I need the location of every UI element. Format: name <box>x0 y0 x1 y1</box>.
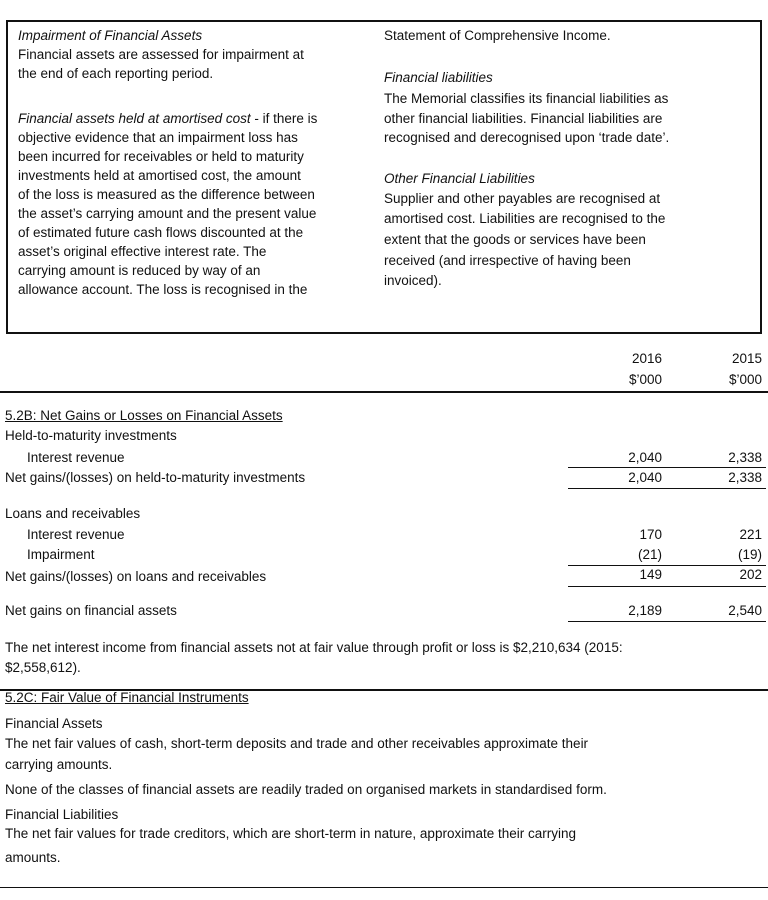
loans-interest-2015: 221 <box>739 527 762 542</box>
total-rule <box>568 586 766 587</box>
loans-impairment-label: Impairment <box>27 547 95 562</box>
amortised-cost-line: allowance account. The loss is recognised in the <box>18 282 308 297</box>
loans-total-2016: 149 <box>639 567 662 582</box>
htm-heading: Held-to-maturity investments <box>5 428 177 443</box>
column-year-2016: 2016 <box>631 351 662 366</box>
fv-assets-line: The net fair values of cash, short-term deposits and trade and other receivables approximate their <box>5 736 589 751</box>
net-gains-2016: 2,189 <box>628 603 662 618</box>
amortised-cost-line: been incurred for receivables or held to maturity <box>18 149 304 164</box>
fv-liabilities-heading: Financial Liabilities <box>5 807 119 822</box>
note-5-2b-title: 5.2B: Net Gains or Losses on Financial Assets <box>5 408 283 423</box>
impairment-heading: Impairment of Financial Assets <box>18 28 203 43</box>
loans-heading: Loans and receivables <box>5 506 141 521</box>
fv-assets-heading: Financial Assets <box>5 716 103 731</box>
htm-interest-2015: 2,338 <box>728 450 762 465</box>
loans-interest-label: Interest revenue <box>27 527 125 542</box>
impairment-intro-line-2: the end of each reporting period. <box>18 66 214 81</box>
subtotal-rule <box>568 467 766 468</box>
other-liabilities-line: invoiced). <box>384 273 442 288</box>
net-interest-note-line-2: $2,558,612). <box>5 660 81 675</box>
other-liabilities-line: amortised cost. Liabilities are recognised to the <box>384 211 666 226</box>
loans-total-label: Net gains/(losses) on loans and receivables <box>5 569 267 584</box>
loans-impairment-2015: (19) <box>737 547 762 562</box>
financial-liabilities-line: The Memorial classifies its financial liabilities as <box>384 91 669 106</box>
amortised-cost-line: of estimated future cash flows discounted at the <box>18 225 304 240</box>
fv-liabilities-line: The net fair values for trade creditors, which are short-term in nature, approximate their carrying <box>5 826 576 841</box>
amortised-cost-line: carrying amount is reduced by way of an <box>18 263 261 278</box>
note-5-2c-title: 5.2C: Fair Value of Financial Instruments <box>5 690 249 705</box>
fv-assets-line: carrying amounts. <box>5 757 113 772</box>
impairment-intro-line-1: Financial assets are assessed for impairment at <box>18 47 304 62</box>
net-gains-label: Net gains on financial assets <box>5 603 177 618</box>
fv-assets-line: None of the classes of financial assets are readily traded on organised markets in standardised form. <box>5 782 607 797</box>
loans-impairment-2016: (21) <box>637 547 662 562</box>
htm-total-label: Net gains/(losses) on held-to-maturity investments <box>5 470 306 485</box>
htm-interest-label: Interest revenue <box>27 450 125 465</box>
total-rule <box>568 488 766 489</box>
htm-interest-2016: 2,040 <box>628 450 662 465</box>
financial-liabilities-heading: Financial liabilities <box>384 70 493 85</box>
htm-total-2015: 2,338 <box>728 470 762 485</box>
continuation-text: Statement of Comprehensive Income. <box>384 28 611 43</box>
header-rule <box>0 391 768 393</box>
footer-rule <box>0 887 768 888</box>
htm-total-2016: 2,040 <box>628 470 662 485</box>
amortised-cost-lead-rest: - if there is <box>250 111 318 126</box>
amortised-cost-line: investments held at amortised cost, the amount <box>18 168 301 183</box>
column-year-2015: 2015 <box>731 351 762 366</box>
loans-total-2015: 202 <box>739 567 762 582</box>
other-liabilities-line: extent that the goods or services have been <box>384 232 646 247</box>
other-liabilities-line: received (and irrespective of having been <box>384 253 631 268</box>
amortised-cost-line: objective evidence that an impairment loss has <box>18 130 298 145</box>
other-liabilities-heading: Other Financial Liabilities <box>384 171 535 186</box>
amortised-cost-heading: Financial assets held at amortised cost <box>18 111 251 126</box>
financial-liabilities-line: recognised and derecognised upon ‘trade date’. <box>384 130 670 145</box>
loans-interest-2016: 170 <box>639 527 662 542</box>
amortised-cost-line: of the loss is measured as the difference between <box>18 187 315 202</box>
other-liabilities-line: Supplier and other payables are recognised at <box>384 191 661 206</box>
amortised-cost-lead <box>18 110 317 128</box>
total-rule <box>568 621 766 622</box>
amortised-cost-line: asset’s original effective interest rate. The <box>18 244 267 259</box>
net-gains-2015: 2,540 <box>728 603 762 618</box>
net-interest-note-line-1: The net interest income from financial assets not at fair value through profit or loss is $2,210,634 (2015: <box>5 640 623 655</box>
column-unit-2016: $’000 <box>628 372 662 387</box>
fv-liabilities-line: amounts. <box>5 850 61 865</box>
column-unit-2015: $’000 <box>728 372 762 387</box>
financial-liabilities-line: other financial liabilities. Financial liabilities are <box>384 111 663 126</box>
amortised-cost-line: the asset’s carrying amount and the present value <box>18 206 317 221</box>
